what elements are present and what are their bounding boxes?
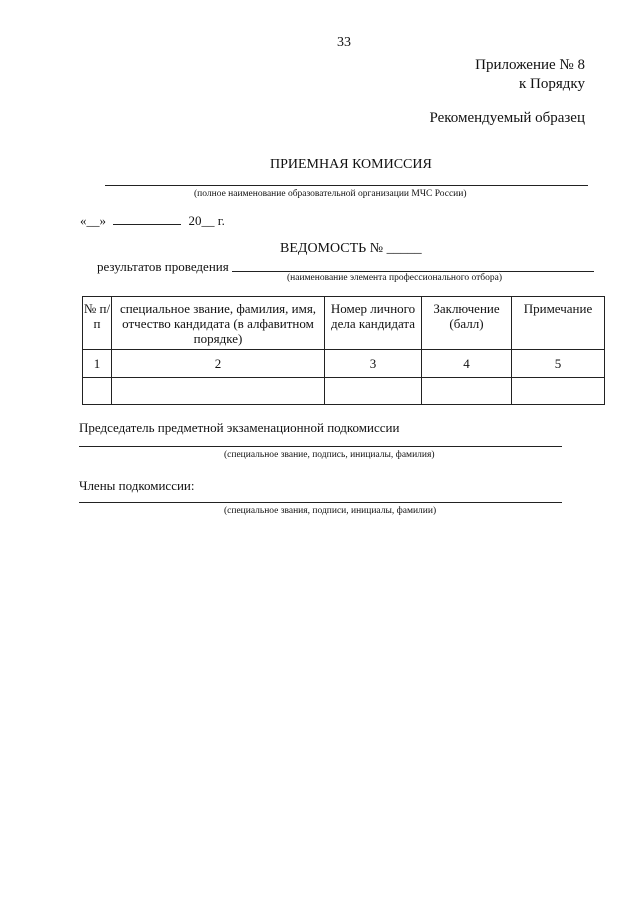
column-number-5: 5	[512, 350, 605, 378]
header-number: № п/п	[83, 297, 112, 350]
date-open-quote: «	[80, 213, 87, 228]
table-cell	[422, 378, 512, 405]
date-close-quote: »	[99, 213, 106, 228]
chairman-signature-line	[79, 446, 562, 447]
table-cell	[112, 378, 325, 405]
column-number-3: 3	[325, 350, 422, 378]
appendix-line-2: к Порядку	[519, 76, 585, 92]
column-number-2: 2	[112, 350, 325, 378]
header-candidate: специальное звание, фамилия, имя, отчество кандидата (в алфавитном порядке)	[112, 297, 325, 350]
commission-title: ПРИЕМНАЯ КОМИССИЯ	[270, 157, 432, 172]
table-cell	[512, 378, 605, 405]
org-name-caption: (полное наименование образовательной организации МЧС России)	[194, 189, 467, 199]
statement-title: ВЕДОМОСТЬ № _____	[280, 241, 422, 256]
members-caption: (специальное звания, подписи, инициалы, фамилии)	[224, 506, 437, 516]
header-file-number: Номер личного дела кандидата	[325, 297, 422, 350]
column-number-4: 4	[422, 350, 512, 378]
org-name-line	[105, 185, 588, 186]
column-number-1: 1	[83, 350, 112, 378]
table-row	[83, 378, 605, 405]
date-day-blank: __	[86, 213, 100, 228]
chairman-label: Председатель предметной экзаменационной подкомиссии	[79, 420, 400, 435]
element-name-line	[232, 271, 594, 272]
sample-label: Рекомендуемый образец	[429, 110, 585, 126]
date-year-suffix: г.	[217, 213, 225, 228]
table-cell	[83, 378, 112, 405]
statement-table	[82, 296, 605, 405]
chairman-caption: (специальное звание, подпись, инициалы, фамилия)	[224, 450, 435, 460]
header-conclusion: Заключение (балл)	[422, 297, 512, 350]
table-header-row	[83, 297, 605, 350]
date-line	[80, 213, 225, 229]
element-name-caption: (наименование элемента профессионального отбора)	[287, 273, 503, 283]
table-cell	[325, 378, 422, 405]
date-month-blank	[113, 213, 181, 225]
header-note: Примечание	[512, 297, 605, 350]
date-year-prefix: 20__	[188, 213, 215, 228]
results-label: результатов проведения	[97, 259, 229, 274]
members-label: Члены подкомиссии:	[79, 478, 195, 493]
page-number: 33	[337, 35, 351, 50]
appendix-line-1: Приложение № 8	[475, 57, 585, 73]
members-signature-line	[79, 502, 562, 503]
table-number-row	[83, 350, 605, 378]
